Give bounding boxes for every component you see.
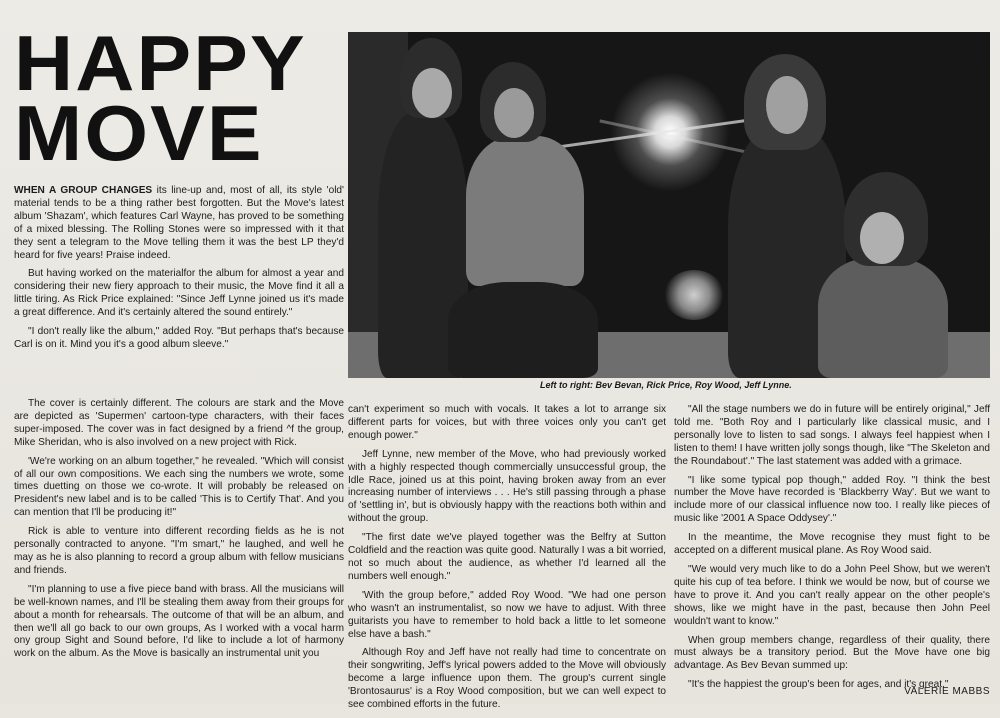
article-paragraph: "It's the happiest the group's been for ages, and it's great.": [688, 679, 949, 691]
article-paragraph: "I'm planning to use a five piece band with brass. All the musicians will be well-known names, and I'll be stealing them away from their groups for about a month for rehearsals. The outcome of that will be an album, and then we'll all go back to our own groups, As I worked with a vocal harm ony group Sight and Sound before, I'd like to include a lot of harmony work on the album. As the Move is basically an instrumental unit you: [14, 583, 344, 660]
article-paragraph: When group members change, regardless of their quality, there must always be a transitory period. But the Move have one big advantage. As Bev Bevan summed up:: [674, 634, 990, 672]
author-byline: VALERIE MABBS: [904, 686, 990, 697]
lamp-glow: [664, 270, 724, 320]
band-member-legs: [448, 282, 598, 378]
article-paragraph: Jeff Lynne, new member of the Move, who had previously worked with a highly respected though commercially unsuccessful group, the Idle Race, joined us at this point, having broken away from an ever increasing number of interviews . . . He's still passing through a phase of 'settling in', but is obviously happy with the reactions both within and without the group.: [348, 448, 666, 525]
article-column-3: [674, 404, 990, 698]
article-paragraph: The cover is certainly different. The colours are stark and the Move are depicted as 'Supermen' cartoon-type characters, with their faces super-imposed. The cover was in fact designed by a friend ^f the group, Mike Sheridan, who is also involved on a new project with Rick.: [14, 398, 344, 448]
article-column-2: [348, 404, 666, 718]
headline: [14, 19, 344, 177]
lead-in: WHEN A GROUP CHANGES: [14, 185, 153, 196]
band-member-face: [412, 68, 452, 118]
article-paragraph: "All the stage numbers we do in future will be entirely original," Jeff told me. "Both Roy and I particularly like classical music, and I personally love to listen to sad songs. I always feel happiest when I listen to them! I have written jolly songs though, like "The Skeleton and the Roundabout'." The last statement was added with a grimace.: [674, 404, 990, 467]
band-member-face: [766, 76, 808, 134]
article-paragraph: "The first date we've played together was the Belfry at Sutton Coldfield and the reaction was quite good. Naturally I was a bit worried, not so much about the audience, as whether I'd learned all the numbers well enough.": [348, 532, 666, 582]
article-paragraph: Although Roy and Jeff have not really had time to concentrate on their songwriting, Jeff's lyrical powers added to the Move will obviously become a large influence upon them. The group's current single 'Brontosaurus' is a Roy Wood composition, but we can well expect to see combined efforts in the future.: [348, 647, 666, 711]
band-member-figure: [818, 258, 948, 378]
article-column-1: [14, 185, 344, 358]
headline-line-2: MOVE: [14, 89, 264, 177]
article-paragraph: can't experiment so much with vocals. It takes a lot to arrange six different parts for voices, but with three voices only you can't get enough power.": [348, 404, 666, 441]
band-member-face: [860, 212, 904, 264]
article-paragraph: But having worked on the materialfor the album for almost a year and considering their new fiery approach to their music, the Move find it all a little tiring. As Rick Price explained: "Since Jeff Lynne joined us it's made a great difference. And it's certainly altered the sound entirely.": [14, 268, 344, 319]
article-paragraph: "We would very much like to do a John Peel Show, but we weren't quite his cup of tea before. I think we would be now, but of course we have to prove it. And you can't really appear on the other people's shows, like we might have in the past, because then John Peel wouldn't want to know.": [674, 563, 990, 627]
article-paragraph: 'We're working on an album together," he revealed. "Which will consist of all our own compositions. We each sing the numbers we wrote, some times duetting on those we co-wrote. It will probably be released on President's new label and is to be called 'This is to Certify That'. And you can mention that I'll be producing it!": [14, 455, 344, 519]
band-photo: [348, 32, 990, 378]
article-column-1-continued: [14, 398, 344, 667]
article-paragraph: "I don't really like the album," added Roy. "But perhaps that's because Carl is on it. Mind you it's a good album sleeve.": [14, 326, 344, 350]
band-member-figure: [466, 136, 584, 286]
photo-caption: Left to right: Bev Bevan, Rick Price, Roy Wood, Jeff Lynne.: [540, 380, 792, 390]
article-paragraph: "I like some typical pop though," added Roy. "I think the best number the Move have recorded is 'Blackberry Way'. But we want to include more of our classical influence now too. I really like pieces of music like '2001 A Space Oddysey'.": [674, 474, 990, 525]
paragraph-text: its line-up and, most of all, its style 'old' material tends to be a thing rather best forgotten. But the Move's latest album 'Shazam', which features Carl Wayne, has proved to be something of a mixed blessing. The Rolling Stones were so impressed with it that they sent a telegram to the Move telling them it was the best LP they'd heard for five years! Praise indeed.: [14, 185, 344, 261]
band-member-face: [494, 88, 534, 138]
article-paragraph: Rick is able to venture into different recording fields as he is not personally contracted to anyone. "I'm smart," he laughed, and well he may as he is also planning to record a group album with fellow musicians and friends.: [14, 526, 344, 576]
headline-line-1: HAPPY: [14, 19, 307, 107]
article-paragraph: [14, 185, 344, 262]
article-paragraph: 'With the group before," added Roy Wood. "We had one person who wasn't an instrumentalist, so now we have to adjust. With three guitarists you have to remember to hold back a little to let someone else have a bash.": [348, 589, 666, 640]
article-paragraph: In the meantime, the Move recognise they must fight to be accepted on a different musical plane. As Roy Wood said.: [674, 532, 990, 557]
